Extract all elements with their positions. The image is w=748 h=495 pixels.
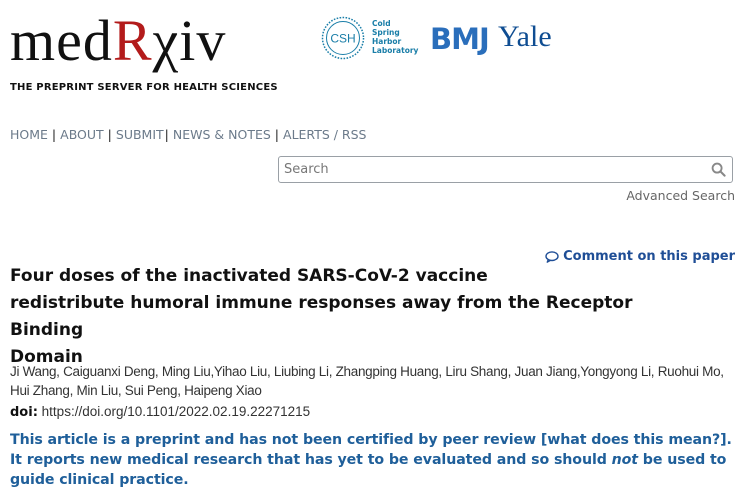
bmj-logo[interactable]: BMJ [430,22,489,56]
svg-text:CSH: CSH [330,31,356,46]
search-box [278,156,733,183]
csh-seal-logo[interactable] [321,16,365,60]
header [10,10,740,100]
author-line[interactable]: Hui Zhang, Min Liu, Sui Peng, Haipeng Xiao [10,383,262,398]
nav-separator: | [51,127,57,142]
article-title [10,263,690,371]
yale-logo[interactable]: Yale [498,20,552,53]
logo-r: R [112,8,153,73]
nav-alerts-rss[interactable]: ALERTS / RSS [283,127,367,142]
nav-separator: | [274,127,280,142]
title-line: Domain [10,347,83,367]
comment-label: Comment on this paper [563,249,735,264]
author-list [10,362,735,400]
author-line[interactable]: Ji Wang, Caiguanxi Deng, Ming Liu,Yihao Liu, Liubing Li, Zhangping Huang, Liru Shang, Juan Jiang,Yongyong Li, Ruohui Mo, [10,364,724,379]
csh-line: Spring [372,28,400,37]
doi-label: doi: [10,405,38,420]
comment-bubble-icon [545,251,559,263]
nav-news-notes[interactable]: NEWS & NOTES [172,127,271,142]
doi [10,404,310,420]
search-icon[interactable] [711,162,726,177]
csh-line: Laboratory [372,46,419,55]
notice-text-end: be used to guide clinical practice. [10,452,727,488]
preprint-notice [10,430,735,490]
logo-xiv: χiv [152,8,227,73]
csh-line: Harbor [372,37,402,46]
title-line: Four doses of the inactivated SARS-CoV-2 vaccine [10,266,488,286]
nav-about[interactable]: ABOUT [60,127,104,142]
title-line: redistribute humoral immune responses away from the Receptor Binding [10,293,633,340]
advanced-search-link[interactable]: Advanced Search [626,188,735,203]
notice-text[interactable]: This article is a preprint and has not been certified by peer review [what does this mean?]. It reports new medical research that has yet to be evaluated and so should [10,432,732,468]
nav-home[interactable]: HOME [10,127,48,142]
nav-submit[interactable]: SUBMIT [115,127,164,142]
search-input[interactable] [284,160,704,179]
csh-wordmark[interactable] [372,19,418,55]
comment-on-paper-link[interactable] [545,249,735,264]
main-nav [10,127,367,142]
site-tagline: THE PREPRINT SERVER FOR HEALTH SCIENCES [10,82,278,93]
doi-link[interactable]: https://doi.org/10.1101/2022.02.19.22271215 [41,404,311,419]
nav-separator: | [164,127,169,142]
logo-med: med [10,8,113,73]
csh-line: Cold [372,19,391,28]
nav-separator: | [107,127,112,142]
notice-emphasis: not [611,452,638,468]
medrxiv-logo[interactable] [10,10,226,72]
